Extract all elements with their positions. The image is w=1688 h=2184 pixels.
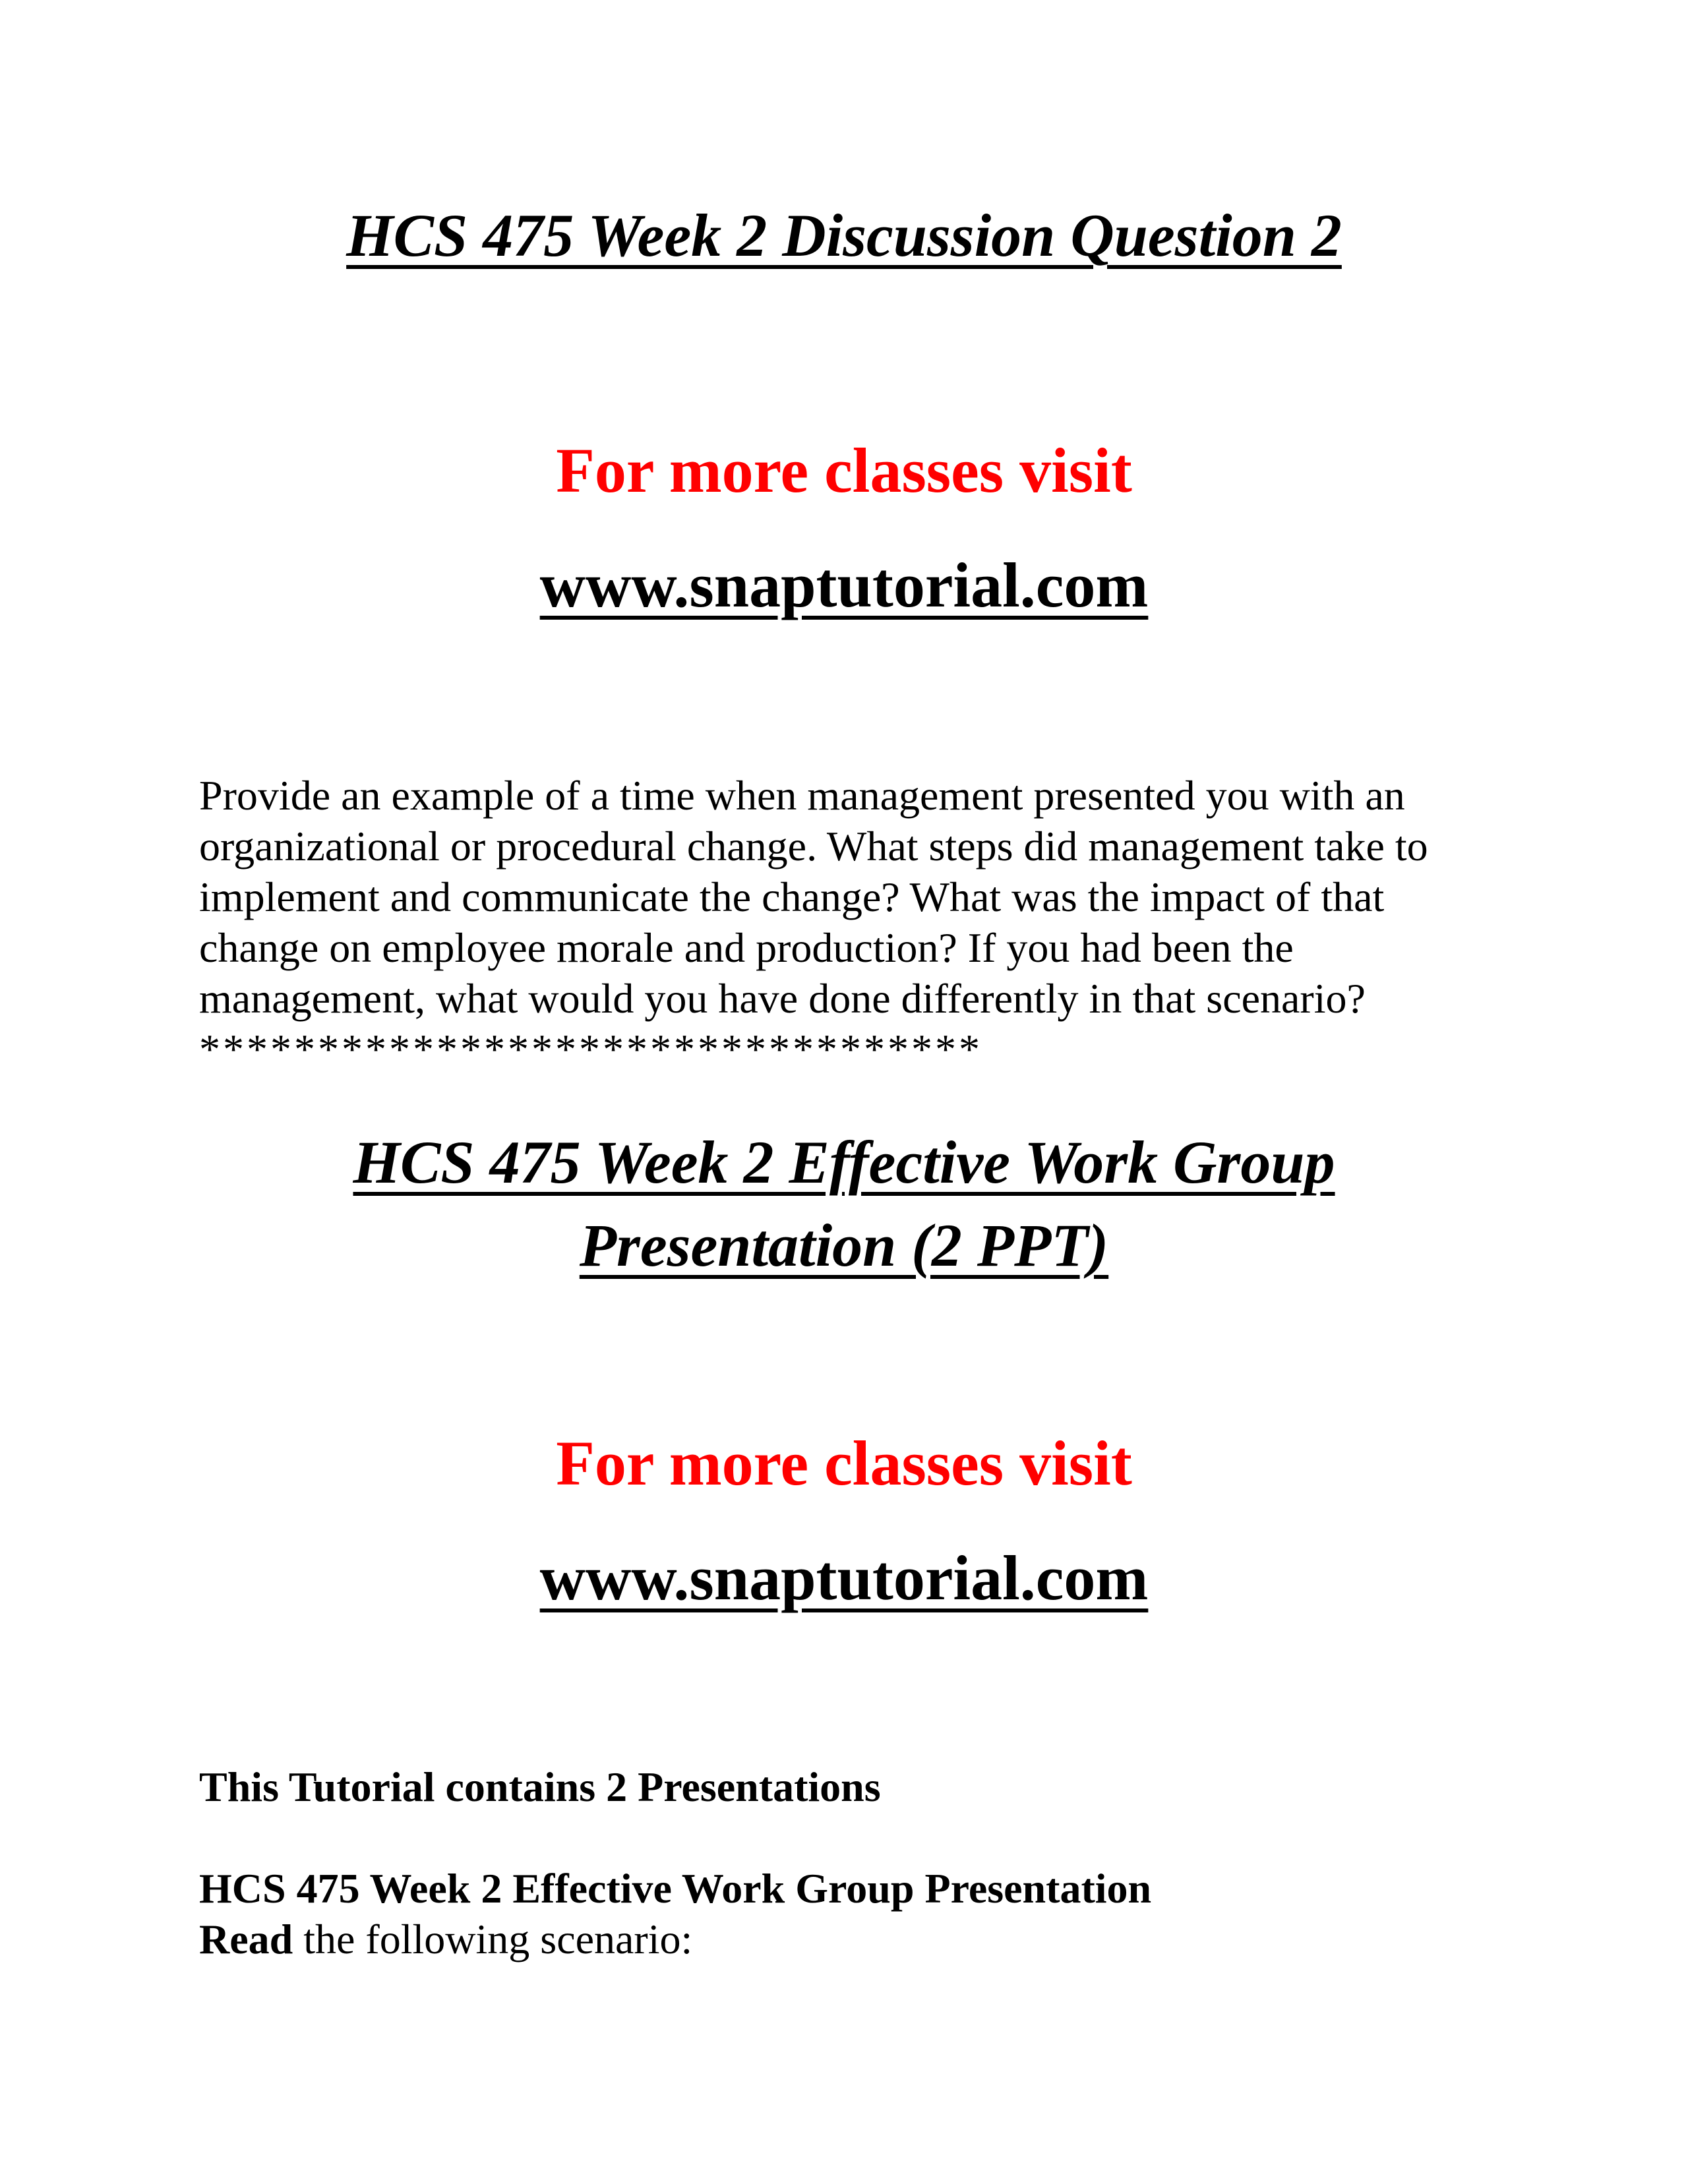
section1-body <box>199 770 1518 1075</box>
read-rest-text: the following scenario: <box>293 1916 693 1963</box>
body-line: management, what would you have done differently in that scenario? <box>199 975 1366 1022</box>
section1-promo-text: For more classes visit <box>556 435 1132 506</box>
section2-promo-link[interactable]: www.snaptutorial.com <box>539 1543 1149 1613</box>
body-line: change on employee morale and production? If you had been the <box>199 924 1294 971</box>
section1-title: HCS 475 Week 2 Discussion Question 2 <box>346 202 1342 269</box>
separator-stars: ********************************* <box>199 1026 982 1073</box>
read-scenario-line <box>199 1914 692 1964</box>
read-bold-word: Read <box>199 1916 293 1963</box>
section2-title-line2: Presentation (2 PPT) <box>579 1212 1109 1279</box>
section2-subheading: HCS 475 Week 2 Effective Work Group Presentation <box>199 1865 1152 1912</box>
body-line: implement and communicate the change? What was the impact of that <box>199 873 1385 920</box>
body-line: Provide an example of a time when management presented you with an <box>199 772 1405 819</box>
section1-promo-link[interactable]: www.snaptutorial.com <box>539 550 1149 620</box>
tutorial-contains-line: This Tutorial contains 2 Presentations <box>199 1763 881 1810</box>
section2-title-line1: HCS 475 Week 2 Effective Work Group <box>353 1129 1335 1196</box>
body-line: organizational or procedural change. What steps did management take to <box>199 823 1428 870</box>
section2-promo-text: For more classes visit <box>556 1428 1132 1498</box>
